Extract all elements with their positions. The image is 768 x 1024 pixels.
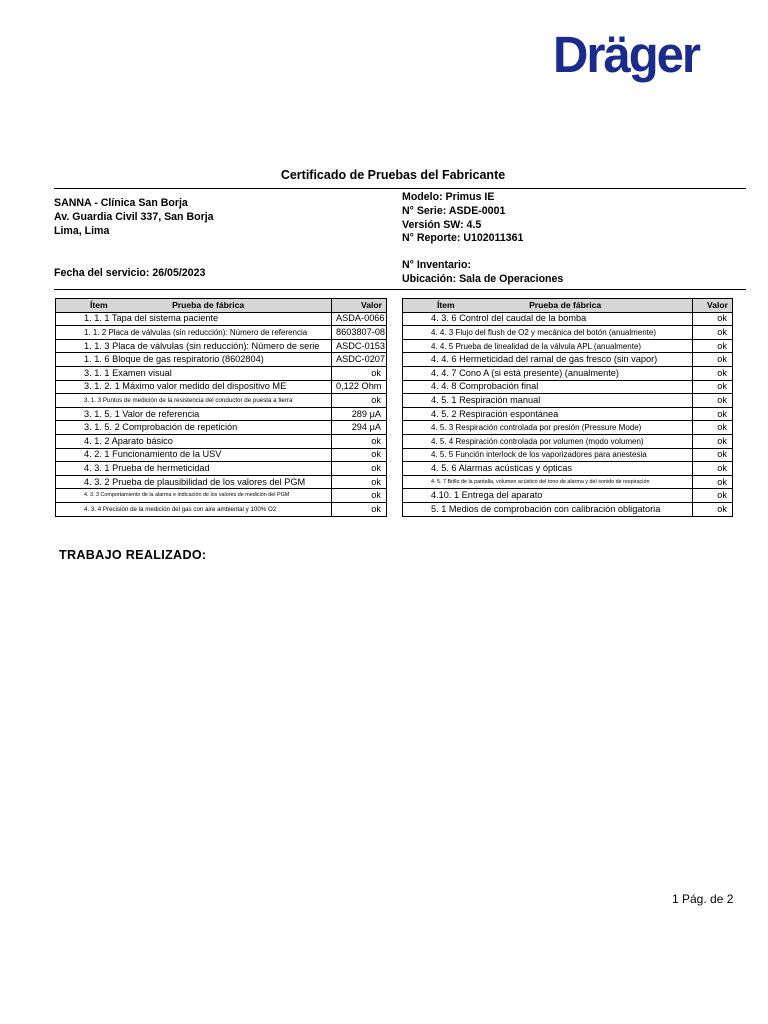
test-label: 1. 1. 1 Tapa del sistema paciente [56, 312, 332, 326]
test-label: 3. 1. 2. 1 Máximo valor medido del dispositivo ME [56, 380, 332, 394]
test-value: ok [693, 353, 733, 367]
client-city: Lima, Lima [54, 224, 110, 237]
table-row [56, 380, 387, 394]
table-row [403, 366, 733, 380]
table-row [56, 326, 387, 340]
test-label: 4. 5. 2 Respiración espontánea [403, 407, 693, 421]
tests-table-left [55, 298, 387, 517]
test-label: 4. 3. 6 Control del caudal de la bomba [403, 312, 693, 326]
test-value: ASDC-0153 [332, 339, 387, 353]
test-value: 8603807-08 [332, 326, 387, 340]
client-info [54, 197, 214, 238]
test-label: 4. 4. 3 Flujo del flush de O2 y mecánica del botón (anualmente) [403, 326, 693, 340]
test-value: ASDC-0207 [332, 353, 387, 367]
header-item-test [403, 299, 693, 313]
tests-table-right [402, 298, 733, 517]
table-row [56, 434, 387, 448]
table-row [403, 380, 733, 394]
test-value: 294 μA [332, 421, 387, 435]
test-label: 4. 3. 3 Comportamiento de la alarma e indicación de los valores de medición del PGM [56, 489, 332, 503]
service-info [54, 267, 205, 281]
test-value: 289 μA [332, 407, 387, 421]
test-label: 3. 1. 3 Puntos de medición de la resistencia del conductor de puesta a tierra [56, 394, 332, 408]
test-label: 3. 1. 5. 1 Valor de referencia [56, 407, 332, 421]
test-value: ok [693, 489, 733, 503]
test-label: 4. 1. 2 Aparato básico [56, 434, 332, 448]
test-label: 1. 1. 3 Placa de válvulas (sin reducción): Número de serie [56, 339, 332, 353]
test-label: 4. 3. 2 Prueba de plausibilidad de los valores del PGM [56, 475, 332, 489]
test-value: ASDA-0066 [332, 312, 387, 326]
test-label: 4. 4. 8 Comprobación final [403, 380, 693, 394]
test-label: 5. 1 Medios de comprobación con calibración obligatoria [403, 502, 693, 516]
test-value: ok [332, 462, 387, 476]
equipment-sw-version: Versión SW: 4.5 [402, 218, 482, 231]
test-value: ok [693, 380, 733, 394]
tests-right-body [403, 312, 733, 516]
test-label: 4.10. 1 Entrega del aparato [403, 489, 693, 503]
test-label: 4. 5. 4 Respiración controlada por volumen (modo volumen) [403, 434, 693, 448]
table-row [403, 312, 733, 326]
test-label: 3. 1. 5. 2 Comprobación de repetición [56, 421, 332, 435]
test-value: ok [332, 448, 387, 462]
table-row [403, 475, 733, 489]
location-info [402, 259, 563, 287]
test-label: 4. 2. 1 Funcionamiento de la USV [56, 448, 332, 462]
test-label: 4. 3. 4 Precisión de la medición del gas con aire ambiental y 100% O2 [56, 502, 332, 516]
test-value: ok [693, 312, 733, 326]
test-value: ok [332, 489, 387, 503]
location-place: Ubicación: Sala de Operaciones [402, 272, 564, 285]
service-date: Fecha del servicio: 26/05/2023 [54, 267, 206, 279]
table-row [403, 339, 733, 353]
table-row [56, 421, 387, 435]
test-label: 4. 3. 1 Prueba de hermeticidad [56, 462, 332, 476]
table-row [403, 448, 733, 462]
test-value: ok [693, 462, 733, 476]
table-row [56, 475, 387, 489]
table-row [56, 502, 387, 516]
header-test: Prueba de fábrica [529, 299, 602, 310]
table-row [56, 394, 387, 408]
test-value: ok [693, 502, 733, 516]
equipment-info [402, 191, 523, 246]
header-item-test [56, 299, 332, 313]
tests-left-body [56, 312, 387, 516]
test-value: ok [693, 407, 733, 421]
test-label: 4. 5. 3 Respiración controlada por presión (Pressure Mode) [403, 421, 693, 435]
test-label: 4. 5. 6 Alarmas acústicas y ópticas [403, 462, 693, 476]
table-row [56, 489, 387, 503]
equipment-serial: N° Serie: ASDE-0001 [402, 204, 506, 217]
table-row [403, 353, 733, 367]
header-value: Valor [332, 299, 387, 313]
header-test: Prueba de fábrica [172, 299, 245, 310]
equipment-report: N° Reporte: U102011361 [402, 232, 524, 245]
table-row [56, 448, 387, 462]
divider-tables [54, 289, 746, 290]
header-value: Valor [693, 299, 733, 313]
test-label: 4. 4. 7 Cono A (si está presente) (anualmente) [403, 366, 693, 380]
table-row [403, 434, 733, 448]
table-row [56, 462, 387, 476]
header-item: Ítem [90, 299, 108, 310]
client-name: SANNA - Clínica San Borja [54, 197, 188, 209]
test-label: 4. 4. 6 Hermeticidad del ramal de gas fresco (sin vapor) [403, 353, 693, 367]
test-label: 4. 5. 5 Función interlock de los vaporizadores para anestesia [403, 448, 693, 462]
test-value: ok [693, 475, 733, 489]
divider-top [54, 188, 746, 189]
table-row [403, 502, 733, 516]
test-label: 1. 1. 2 Placa de válvulas (sin reducción): Número de referencia [56, 326, 332, 340]
table-header-row [403, 299, 733, 313]
table-row [403, 489, 733, 503]
test-value: ok [693, 448, 733, 462]
test-value: ok [693, 366, 733, 380]
test-label: 3. 1. 1 Examen visual [56, 366, 332, 380]
inventory-number: N° Inventario: [402, 259, 471, 271]
test-value: ok [332, 366, 387, 380]
test-value: ok [332, 394, 387, 408]
table-row [56, 312, 387, 326]
table-row [403, 394, 733, 408]
test-label: 1. 1. 6 Bloque de gas respiratorio (8602804) [56, 353, 332, 367]
test-value: ok [693, 421, 733, 435]
test-value: ok [332, 475, 387, 489]
test-label: 4. 4. 5 Prueba de linealidad de la válvula APL (anualmente) [403, 339, 693, 353]
client-address: Av. Guardia Civil 337, San Borja [54, 210, 214, 223]
work-performed-title: TRABAJO REALIZADO: [59, 548, 207, 562]
test-label: 4. 5. 1 Respiración manual [403, 394, 693, 408]
drager-logo: Dräger [553, 26, 699, 84]
table-row [403, 407, 733, 421]
test-value: ok [332, 502, 387, 516]
test-label: 4. 5. 7 Brillo de la pantalla, volumen acústico del tono de alarma y del sonido de respiración [403, 475, 693, 489]
table-row [56, 366, 387, 380]
header-item: Ítem [437, 299, 455, 310]
test-value: 0,122 Ohm [332, 380, 387, 394]
table-row [403, 462, 733, 476]
table-row [403, 421, 733, 435]
table-row [56, 407, 387, 421]
page-number: 1 Pág. de 2 [672, 892, 734, 906]
table-row [56, 339, 387, 353]
table-header-row [56, 299, 387, 313]
test-value: ok [693, 394, 733, 408]
document-title: Certificado de Pruebas del Fabricante [280, 168, 506, 182]
test-value: ok [693, 326, 733, 340]
table-row [56, 353, 387, 367]
test-value: ok [693, 339, 733, 353]
equipment-model: Modelo: Primus IE [402, 191, 495, 203]
test-value: ok [332, 434, 387, 448]
table-row [403, 326, 733, 340]
test-value: ok [693, 434, 733, 448]
